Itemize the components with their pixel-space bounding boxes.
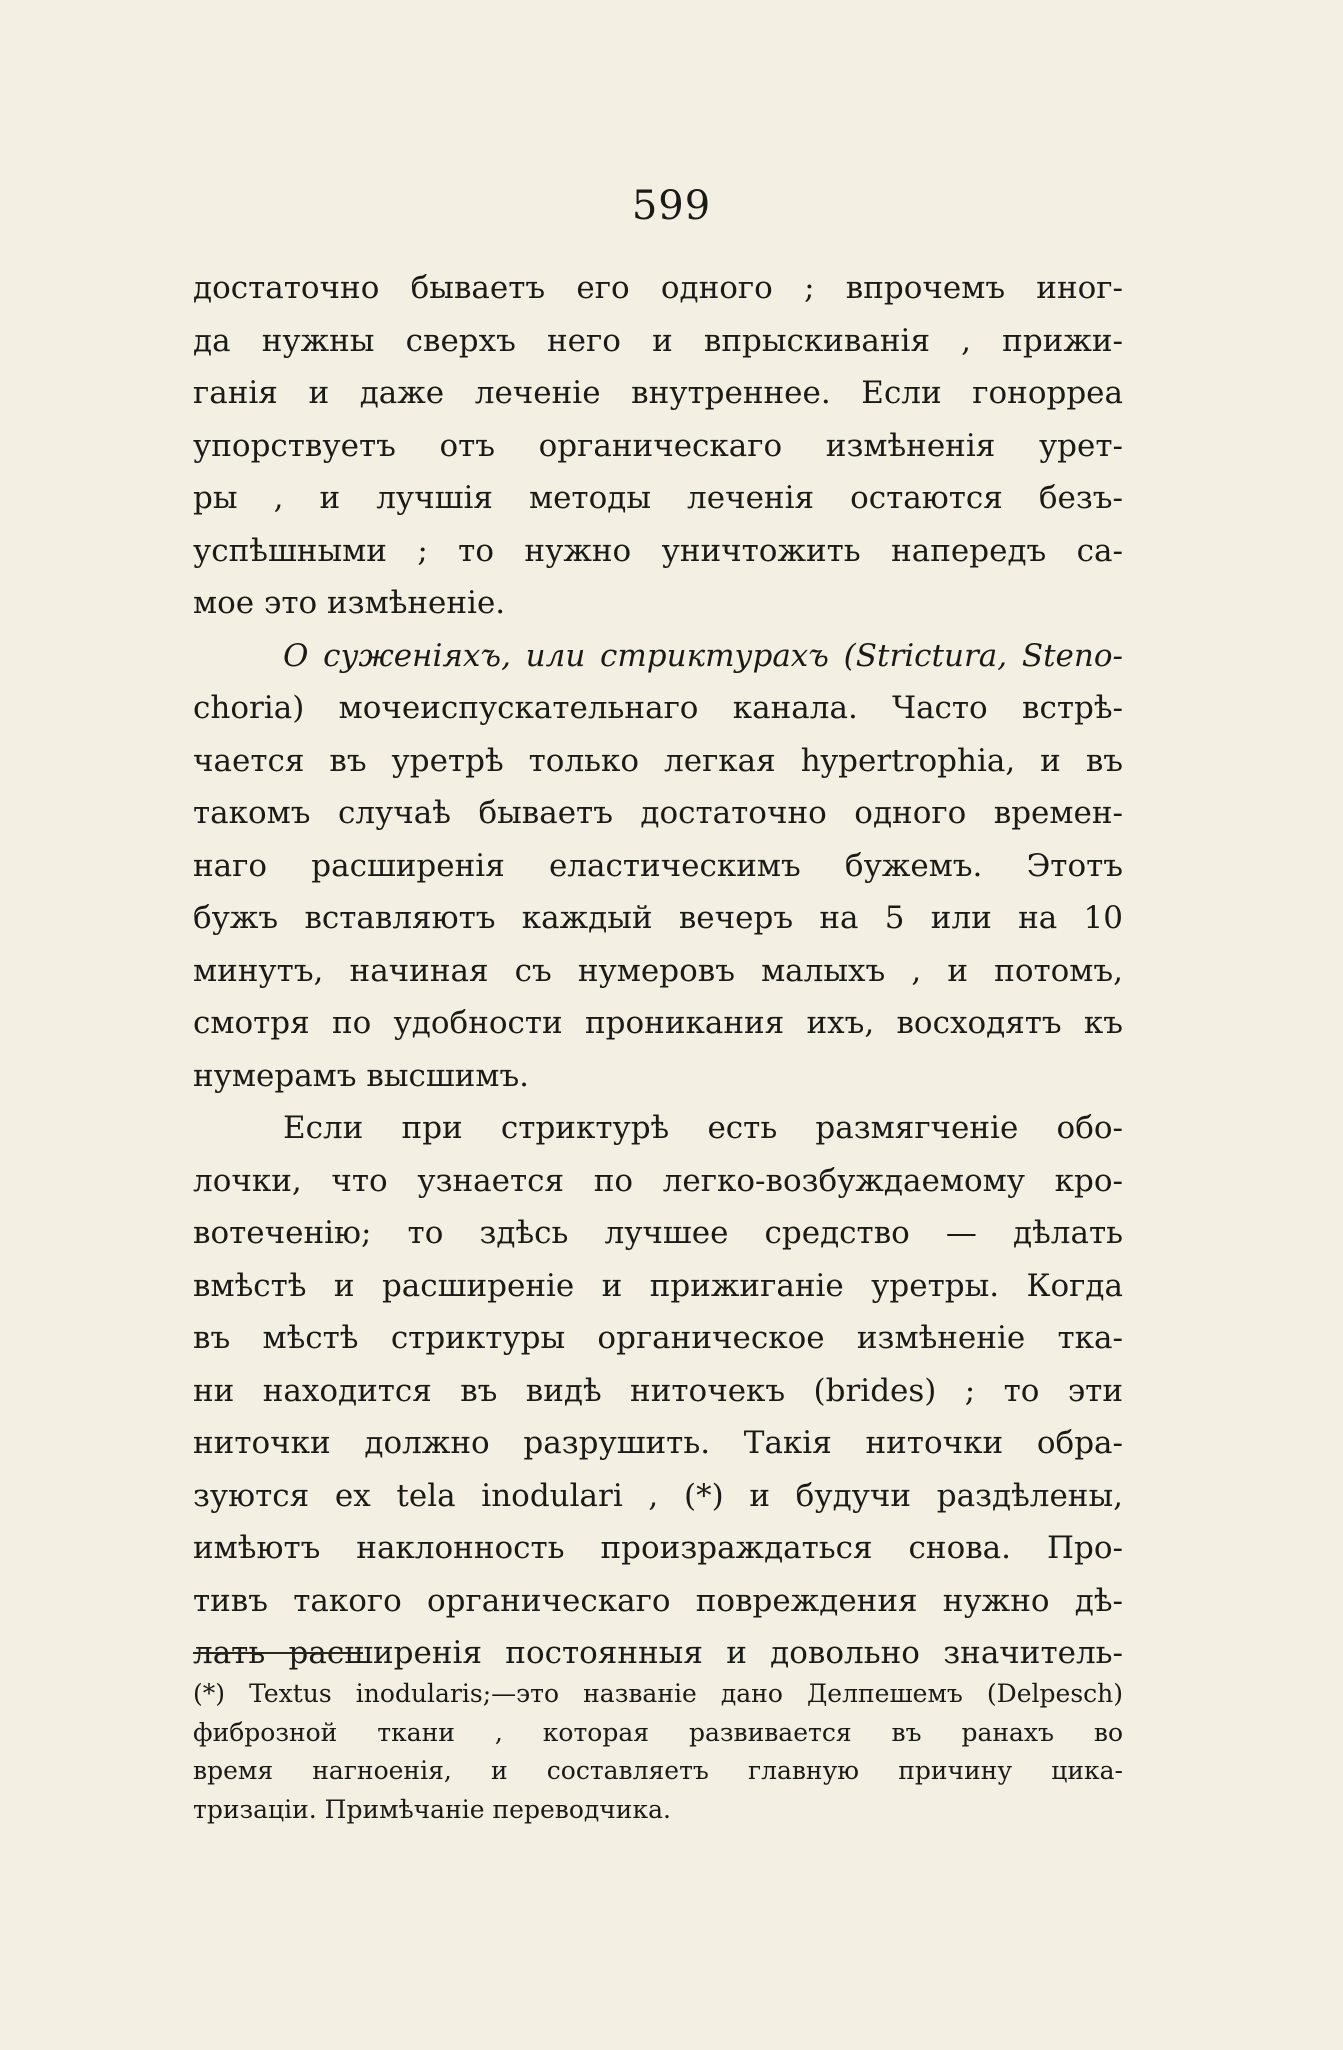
- text-line: такомъ случаѣ бываетъ достаточно одного времен-: [193, 795, 1123, 831]
- text-line: да нужны сверхъ него и впрыскиванія , прижи-: [193, 322, 1123, 359]
- text-line: чается въ уретрѣ только легкая hypertrophia, и въ: [193, 742, 1123, 779]
- main-text: [193, 262, 1123, 1680]
- text-line: chorіa) мочеиспускательнаго канала. Часто встрѣ-: [193, 690, 1123, 726]
- text-line: наго расширенія еластическимъ бужемъ. Этотъ: [193, 847, 1123, 884]
- text-line: тивъ такого органическаго повреждения нужно дѣ-: [193, 1582, 1123, 1619]
- text-line: нумерамъ высшимъ.: [193, 1057, 530, 1094]
- text-line: успѣшными ; то нужно уничтожить напередъ са-: [193, 532, 1123, 569]
- text-line: ры , и лучшія методы леченія остаются безъ-: [193, 480, 1123, 516]
- footnote-line: фиброзной ткани , которая развивается въ ранахъ во: [193, 1717, 1123, 1747]
- page-number: 599: [631, 183, 712, 229]
- footnote-line: время нагноенія, и составляетъ главную причину цика-: [193, 1756, 1123, 1785]
- text-line: минутъ, начиная съ нумеровъ малыхъ , и потомъ,: [193, 952, 1123, 989]
- text-line: ганія и даже леченіе внутреннее. Если гонорреа: [193, 375, 1123, 411]
- text-line: ни находится въ видѣ ниточекъ (brides) ; то эти: [193, 1372, 1123, 1409]
- section-heading-line: О суженіяхъ, или стриктурахъ (Strictura, Steno-: [283, 637, 1123, 674]
- text-line: достаточно бываетъ его одного ; впрочемъ иног-: [193, 270, 1123, 306]
- footnote: [193, 1675, 1123, 1829]
- footnote-line: тризаціи. Примѣчаніе переводчика.: [193, 1794, 671, 1824]
- text-line: зуются ex tela inodulari , (*) и будучи раздѣлены,: [193, 1477, 1123, 1514]
- text-line: лать расширенія постоянныя и довольно значитель-: [193, 1635, 1123, 1671]
- footnote-line: (*) Textus inodularis;—это названіе дано Делпешемъ (Delpesch): [193, 1679, 1123, 1708]
- text-line: мое это измѣненіе.: [193, 585, 506, 621]
- text-line: лочки, что узнается по легко-возбуждаемому кро-: [193, 1162, 1123, 1199]
- text-line: упорствуетъ отъ органическаго измѣненія урет-: [193, 427, 1123, 464]
- text-line: Если при стриктурѣ есть размягченіе обо-: [283, 1110, 1123, 1146]
- text-line: смотря по удобности проникания ихъ, восходятъ къ: [193, 1005, 1123, 1041]
- text-line: въ мѣстѣ стриктуры органическое измѣненіе тка-: [193, 1320, 1123, 1356]
- text-line: ниточки должно разрушить. Такія ниточки обра-: [193, 1425, 1123, 1461]
- text-line: вмѣстѣ и расширеніе и прижиганіе уретры. Когда: [193, 1267, 1123, 1304]
- text-line: бужъ вставляютъ каждый вечеръ на 5 или на 10: [193, 900, 1123, 936]
- text-line: вотеченію; то здѣсь лучшее средство — дѣлать: [193, 1215, 1123, 1251]
- text-line: имѣютъ наклонность произраждаться снова. Про-: [193, 1530, 1123, 1566]
- footnote-divider: [193, 1652, 363, 1654]
